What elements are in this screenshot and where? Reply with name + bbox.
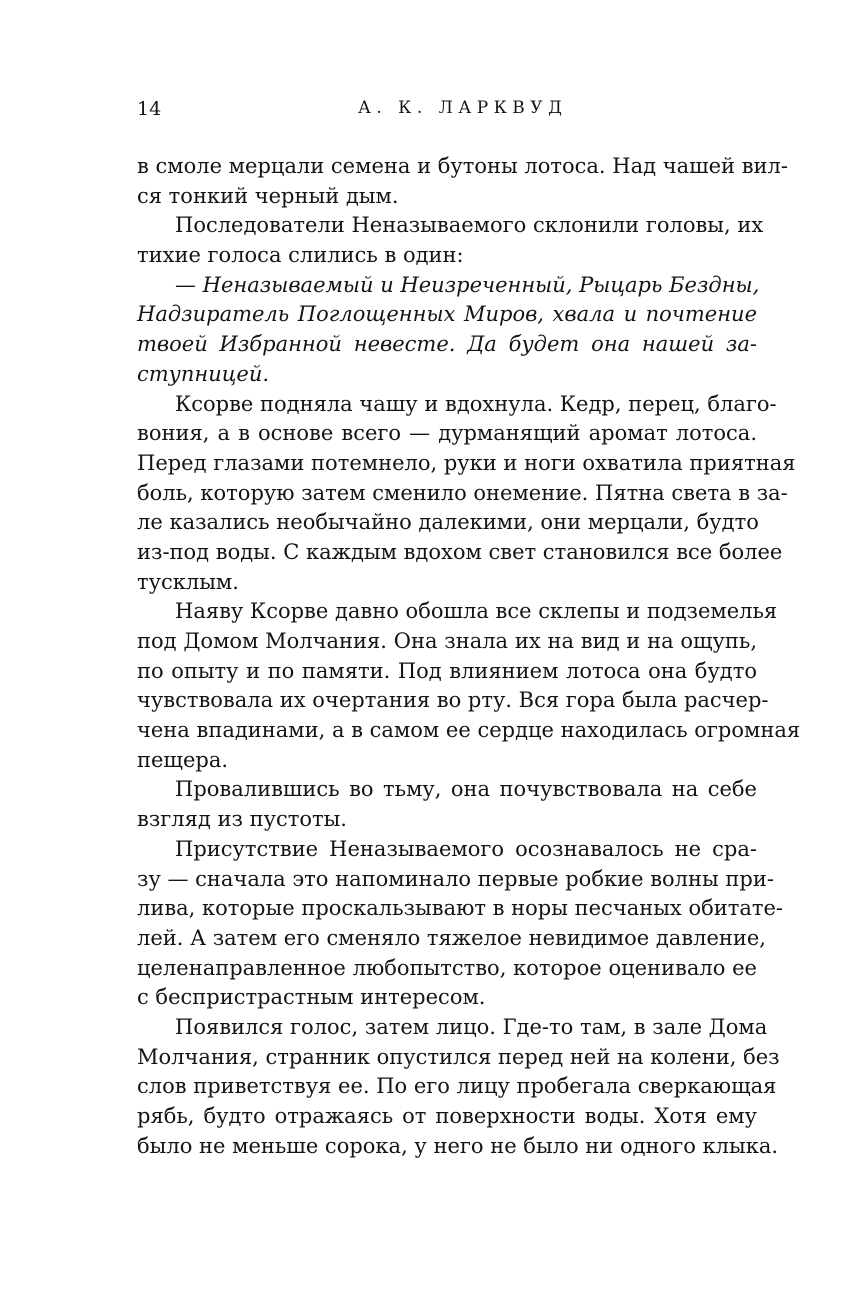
page-number: 14 [137,98,162,120]
text-line: Молчания, странник опустился перед ней на колени, без [137,1044,780,1069]
running-header [0,98,844,128]
text-line: рябь, будто отражаясь от поверхности воды. Хотя ему [137,1104,757,1128]
text-line: Провалившись во тьму, она почувствовала на себе [175,777,757,802]
text-line: было не меньше сорока, у него не было ни одного клыка. [137,1133,779,1158]
text-line: ле казались необычайно далекими, они мерцали, будто [137,510,759,535]
text-line: тихие голоса слились в один: [137,243,464,268]
quoted-line: Надзиратель Поглощенных Миров, хвала и почтение [137,302,757,327]
body-text [137,152,801,1161]
text-line: чена впадинами, а в самом ее сердце находилась огромная [137,718,801,743]
text-line: лива, которые проскальзывают в норы песчаных обитате- [137,896,784,921]
quoted-line: ступницей. [137,361,270,386]
text-line: Присутствие Неназываемого осознавалось не сра- [175,836,757,861]
text-line: зу — сначала это напоминало первые робкие волны при- [137,866,774,891]
text-line: слов приветствуя ее. По его лицу пробегала сверкающая [137,1074,777,1099]
text-line: Появился голос, затем лицо. Где-то там, в зале Дома [175,1014,768,1039]
quoted-line: твоей Избранной невесте. Да будет она нашей за- [137,332,757,357]
text-line: по опыту и по памяти. Под влиянием лотоса она будто [137,658,757,683]
text-line: пещера. [137,747,229,772]
text-line: боль, которую затем сменило онемение. Пятна света в за- [137,480,788,505]
text-line: в смоле мерцали семена и бутоны лотоса. Над чашей вил- [137,154,788,178]
text-line: Перед глазами потемнело, руки и ноги охватила приятная [137,450,796,475]
text-line: целенаправленное любопытство, которое оценивало ее [137,955,757,980]
text-line: лей. А затем его сменяло тяжелое невидимое давление, [137,925,766,950]
text-line: чувствовала их очертания во рту. Вся гора была расчер- [137,688,769,713]
text-line: Наяву Ксорве давно обошла все склепы и подземелья [175,599,778,624]
text-line: с беспристрастным интересом. [137,985,486,1010]
text-line: из-под воды. С каждым вдохом свет становился все более [137,539,783,564]
text-line: под Домом Молчания. Она знала их на вид и на ощупь, [137,629,757,653]
author-name: А. К. ЛАРКВУД [358,98,568,118]
quoted-line: — Неназываемый и Неизреченный, Рыцарь Бездны, [175,272,760,297]
text-line: Последователи Неназываемого склонили головы, их [175,213,764,238]
text-line: тусклым. [137,569,239,594]
text-line: ся тонкий черный дым. [137,183,399,208]
text-line: Ксорве подняла чашу и вдохнула. Кедр, перец, благо- [175,391,777,416]
text-line: взгляд из пустоты. [137,807,347,832]
text-line: вония, а в основе всего — дурманящий аромат лотоса. [137,421,757,446]
